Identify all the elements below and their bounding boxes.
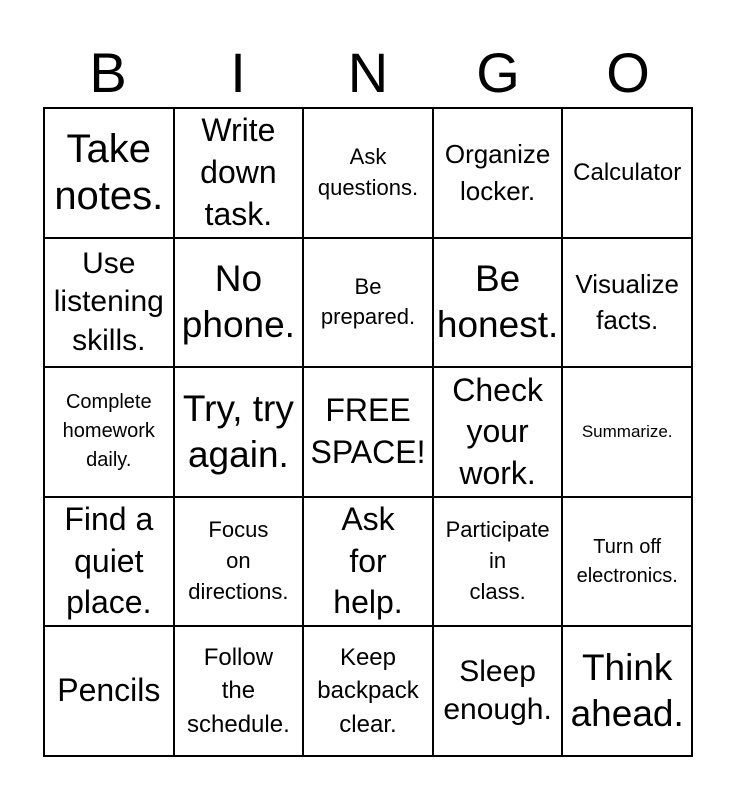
cell-text: Turn off electronics. bbox=[576, 535, 678, 587]
header-letter-o: O bbox=[606, 41, 650, 104]
bingo-cell[interactable] bbox=[174, 626, 304, 756]
bingo-cell[interactable] bbox=[433, 238, 563, 368]
cell-text: Follow the schedule. bbox=[187, 643, 290, 738]
cell-text: Calculator bbox=[573, 159, 682, 186]
cell-text: Ask for help. bbox=[333, 501, 403, 621]
bingo-cell[interactable] bbox=[303, 108, 433, 238]
bingo-cell[interactable] bbox=[174, 238, 304, 368]
cell-text: Complete homework daily. bbox=[62, 391, 155, 472]
bingo-cell[interactable] bbox=[303, 626, 433, 756]
cell-text: Write down task. bbox=[200, 112, 277, 232]
cell-text: Pencils bbox=[57, 672, 161, 709]
bingo-cell[interactable] bbox=[562, 367, 692, 497]
bingo-cell[interactable] bbox=[433, 367, 563, 497]
cell-text: Focus on directions. bbox=[188, 517, 289, 604]
cell-text: Sleep enough. bbox=[443, 654, 552, 727]
cell-text: Ask questions. bbox=[317, 144, 419, 200]
cell-text: Organize locker. bbox=[444, 139, 551, 206]
cell-text: Summarize. bbox=[581, 422, 673, 442]
bingo-board bbox=[43, 107, 693, 757]
cell-text: Participate in class. bbox=[445, 517, 550, 604]
header-letter-b: B bbox=[89, 41, 127, 104]
cell-text: Use listening skills. bbox=[53, 246, 164, 357]
bingo-cell[interactable] bbox=[433, 108, 563, 238]
cell-text: Be honest. bbox=[436, 258, 559, 346]
bingo-cell[interactable] bbox=[174, 367, 304, 497]
free-space-cell[interactable] bbox=[303, 367, 433, 497]
header-letter-g: G bbox=[476, 41, 520, 104]
cell-text: Try, try again. bbox=[182, 387, 294, 475]
bingo-header bbox=[43, 38, 693, 108]
bingo-cell[interactable] bbox=[44, 238, 174, 368]
cell-text: Find a quiet place. bbox=[64, 501, 154, 621]
bingo-cell[interactable] bbox=[44, 626, 174, 756]
cell-text: Be prepared. bbox=[320, 273, 416, 330]
cell-text: FREE SPACE! bbox=[310, 392, 426, 470]
bingo-cell[interactable] bbox=[44, 367, 174, 497]
bingo-cell[interactable] bbox=[433, 497, 563, 627]
bingo-cell[interactable] bbox=[303, 497, 433, 627]
bingo-cell[interactable] bbox=[174, 108, 304, 238]
cell-text: Think ahead. bbox=[570, 646, 684, 735]
bingo-cell[interactable] bbox=[562, 626, 692, 756]
header-letter-i: I bbox=[230, 41, 246, 104]
bingo-cell[interactable] bbox=[562, 497, 692, 627]
bingo-cell[interactable] bbox=[562, 108, 692, 238]
cell-text: Visualize facts. bbox=[575, 269, 679, 336]
bingo-cell[interactable] bbox=[174, 497, 304, 627]
bingo-cell[interactable] bbox=[562, 238, 692, 368]
cell-text: Check your work. bbox=[452, 371, 543, 491]
bingo-cell[interactable] bbox=[433, 626, 563, 756]
bingo-cell[interactable] bbox=[44, 108, 174, 238]
bingo-cell[interactable] bbox=[44, 497, 174, 627]
cell-text: Take notes. bbox=[54, 126, 164, 218]
cell-text: Keep backpack clear. bbox=[317, 643, 419, 738]
cell-text: No phone. bbox=[181, 258, 295, 346]
header-letter-n: N bbox=[347, 41, 389, 104]
bingo-cell[interactable] bbox=[303, 238, 433, 368]
